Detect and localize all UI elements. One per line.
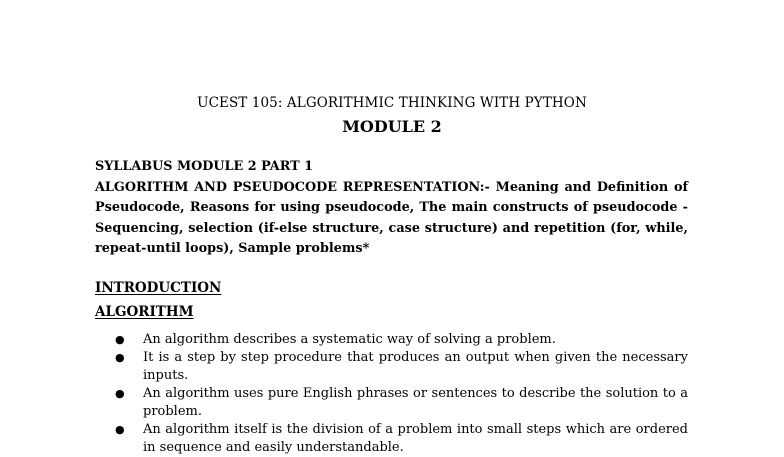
bullet-icon: ● xyxy=(115,333,125,346)
list-item xyxy=(95,421,688,457)
bullet-icon: ● xyxy=(115,423,125,436)
syllabus-block xyxy=(95,157,688,260)
list-item-text: An algorithm itself is the division of a problem into small steps which are ordered in sequence and easily understandable. xyxy=(143,422,688,455)
bullet-icon: ● xyxy=(115,351,125,364)
module-title: MODULE 2 xyxy=(342,117,442,136)
course-title: UCEST 105: ALGORITHMIC THINKING WITH PYTHON xyxy=(197,95,587,111)
bullet-icon: ● xyxy=(115,387,125,400)
algorithm-bullet-list xyxy=(95,331,688,457)
list-item-text: An algorithm uses pure English phrases or sentences to describe the solution to a problem. xyxy=(143,386,688,419)
syllabus-text: ALGORITHM AND PSEUDOCODE REPRESENTATION:- Meaning and Definition of Pseudocode, Reasons for using pseudocode, The main constructs of pseudocode - Sequencing, selection (if-else structure, case structure) and repetition (for, while, repeat-until loops), Sample problems* xyxy=(95,179,688,256)
list-item-text: An algorithm describes a systematic way of solving a problem. xyxy=(143,332,556,347)
algorithm-heading: ALGORITHM xyxy=(95,304,194,320)
list-item xyxy=(95,331,688,349)
introduction-heading: INTRODUCTION xyxy=(95,280,222,296)
list-item xyxy=(95,349,688,385)
list-item-text: It is a step by step procedure that produces an output when given the necessary inputs. xyxy=(143,350,688,383)
syllabus-heading: SYLLABUS MODULE 2 PART 1 xyxy=(95,159,314,174)
list-item xyxy=(95,385,688,421)
